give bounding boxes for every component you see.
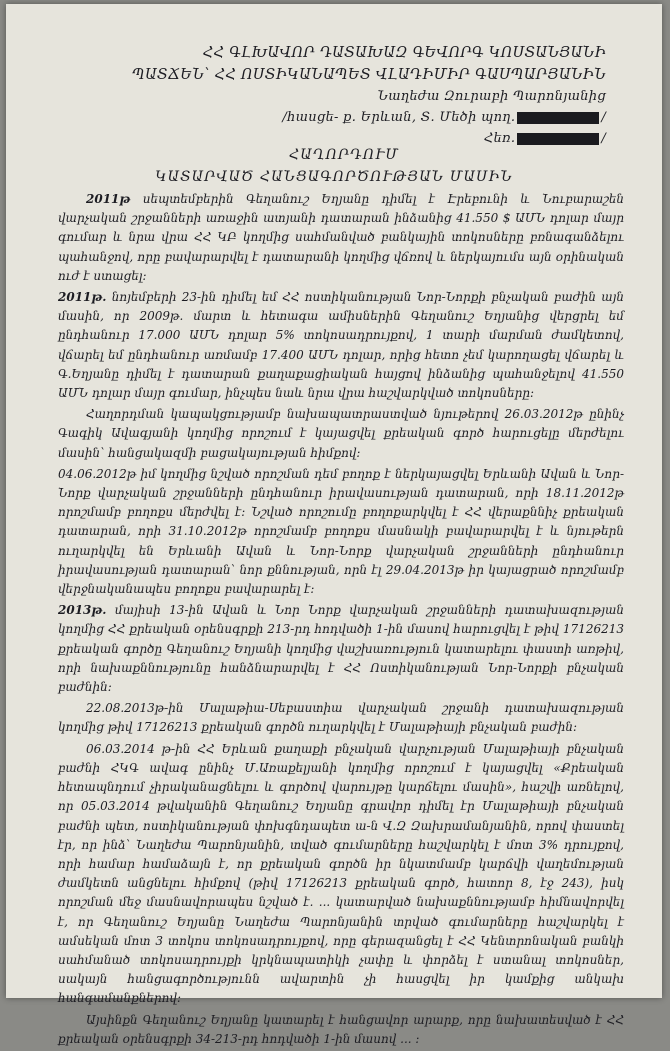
paragraph-lead: 2011թ. xyxy=(58,290,107,305)
sender-address-end: / xyxy=(601,110,606,125)
title-line: ՀԱՂՈՐԴՈՒՄ xyxy=(288,147,400,163)
paragraph-lead: 2013թ. xyxy=(58,603,107,618)
paragraph: 06.03.2014 թ-ին ՀՀ Երևան քաղաքի բնչական վարչության Մալաթիայի բնչական բաժնի ՀԿԳ ավագ ընինչ Մ.Առաքելյանի կողմից որոշում է կայացվել «Քրեական հետապնդում չիրականացնելու և գործով վարույթը կարճելու մասին», հաշվի առնելով, որ 05.03.2014 թվականին Գեղանուշ Եղյանը գրավոր դիմել էր Մալաթիայի բնչական բաժնի պետ, ոստիկանության փոխգնդապետ ա-ն Վ.Զ Զախրամանյանին, որով փաստել էր, որ ինձ՝ Նաղեժա Պարոնյանին, տված գումարները հաշվարկել է մոտ 3% դրույքով, որի համար համաձայն է, որ քրեական գործն իր նկատմամբ կարճվի վաղեմության ժամկետն անցնելու հիմքով (թիվ 17126213 քրեական գործ, հատոր 8, էջ 243), իսկ որոշման մեջ մասնավորապես նշված է. ... կատարված նախաքննությամբ հիմնավորվել է, որ Գեղանուշ Եղյանը Նաղեժա Պարոնյանին տրված գումարները հաշվարկել է ամսեկան մոտ 3 տոկոս տոկոսադրույքով, որը գերազանցել է ՀՀ Կենտրոնական բանկի սահմանած տոկոսադրույքի կրկնապատիկի չափը և փորձել է ստանալ տոկոսներ, սակայն հանցագործությունն ավարտին չի հասցվել իր կամքից անկախ հանգամանքներով: xyxy=(58,741,624,1006)
letter-header xyxy=(86,42,606,149)
subtitle-line: ԿԱՏԱՐՎԱԾ ՀԱՆՑԱԳՈՐԾՈՒԹՅԱՆ ՄԱՍԻՆ xyxy=(155,169,513,185)
addressee-line: ՀՀ ԳԼԽԱՎՈՐ ԴԱՏԱԽԱԶ ԳԵՎՈՐԳ ԿՈՍՏԱՆՅԱՆԻ xyxy=(202,45,606,61)
document-body xyxy=(58,190,624,1051)
paragraph-text: սեպտեմբերին Գեղանուշ Եղյանը դիմել է Էրեբունի և Նուբարաշեն վարչական շրջանների առաջին ատյանի դատարան ինձանից 41.550 $ ԱՄՆ դոլար մայր գումար և նրա վրա ՀՀ ԿԲ կողմից սահմանված բանկային տոկոսները բռնագանձելու պահանջով, որը բավարարվել է դատարանի կողմից վճռով և ներկայումս այն օրինական ուժ է ստացել: xyxy=(58,192,624,283)
paragraph: 04.06.2012թ իմ կողմից նշված որոշման դեմ բողոք է ներկայացվել Երևանի Ավան և Նոր-Նորք վարչական շրջանների ընդհանուր իրավասության դատարան, որի 18.11.2012թ որոշմամբ բողոքս մերժվել է: Նշված որոշումը բողոքարկվել է ՀՀ վերաքննիչ քրեական դատարան, որի 31.10.2012թ որոշմամբ բողոքս մասնակի բավարարվել է և նյութերն ուղարկվել են Երևանի Ավան և Նոր-Նորք վարչական շրջանների ընդհանուր իրավասության դատարան՝ նոր քննության, որն էլ 29.04.2013թ իր կայացրած որոշմամբ վերջնականապես բողոքս բավարարել է: xyxy=(58,466,624,597)
paragraph-text: նոյեմբերի 23-ին դիմել եմ ՀՀ ոստիկանության Նոր-Նորքի բնչական բաժին այն մասին, որ 2009թ. մարտ և հետագա ամիսներին Գեղանուշ Եղյանից վերցրել եմ ընդհանուր 17.000 ԱՄՆ դոլար 5% տոկոսադրույքով, 1 տարի մարման ժամկետով, վճարել եմ ընդհանուր առմամբ 17.400 ԱՄՆ դոլար, որից հետո չեմ կարողացել վճարել և Գ.Եղյանը դիմել է դատարան քաղաքացիական հայցով ինձանից պահանջելով 41.550 ԱՄՆ դոլար մայր գումար, ինչպես նաև նրա վրա հաշվարկված տոկոսները: xyxy=(58,290,624,401)
paragraph xyxy=(58,288,624,403)
paragraph-lead: 2011թ xyxy=(86,192,131,206)
paragraph: Հաղորդման կապակցությամբ նախապատրաստված նյութերով 26.03.2012թ ընինչ Գագիկ Ավագյանի կողմից որոշում է կայացվել քրեական գործ հարուցելը մերժելու մասին՝ հանցակազմի բացակայության հիմքով: xyxy=(58,407,624,460)
paragraph xyxy=(58,601,624,697)
redaction-mark xyxy=(517,112,599,124)
paragraph: Այսինքն Գեղանուշ Եղյանը կատարել է հանցավոր արարք, որը նախատեսված է ՀՀ քրեական օրենսգրքի 34-213-րդ հոդվածի 1-ին մասով ... : xyxy=(58,1012,624,1046)
redaction-mark xyxy=(517,133,599,145)
paragraph xyxy=(58,190,624,286)
sender-address xyxy=(86,107,606,128)
sender-phone-end: / xyxy=(601,131,606,146)
addressee-line: ՊԱՏՃԵՆ՝ ՀՀ ՈՍՏԻԿԱՆԱՊԵՏ ՎԼԱԴԻՄԻՐ ԳԱՍՊԱՐՅԱՆԻՆ xyxy=(132,67,606,83)
paragraph: 22.08.2013թ-ին Մալաթիա-Սեբաստիա վարչական շրջանի դատախազության կողմից թիվ 17126213 քրեական գործն ուղարկվել է Մալաթիայի բնչական բաժին: xyxy=(58,701,624,735)
document-title xyxy=(6,144,662,188)
sender-address-text: /հասցե- ք. Երևան, Տ. Մեծի պող. xyxy=(282,110,516,125)
document-page xyxy=(6,4,662,1046)
sender-phone-label: Հեռ. xyxy=(483,131,516,146)
sender-name: Նաղեժա Զուրաբի Պարոնյանից xyxy=(377,89,606,104)
paragraph-text: մայիսի 13-ին Ավան և Նոր Նորք վարչական շրջանների դատախազության կողմից ՀՀ քրեական օրենսգրքի 213-րդ հոդվածի 1-ին մասով հարուցվել է թիվ 17126213 քրեական գործը Գեղանուշ Եղյանի կողմից վաշխառություն կատարելու փաստի առթիվ, որի նախաքննությունը հանձնարարվել է ՀՀ Ոստիկանության Նոր-Նորքի բնչական բաժնին: xyxy=(58,603,624,695)
